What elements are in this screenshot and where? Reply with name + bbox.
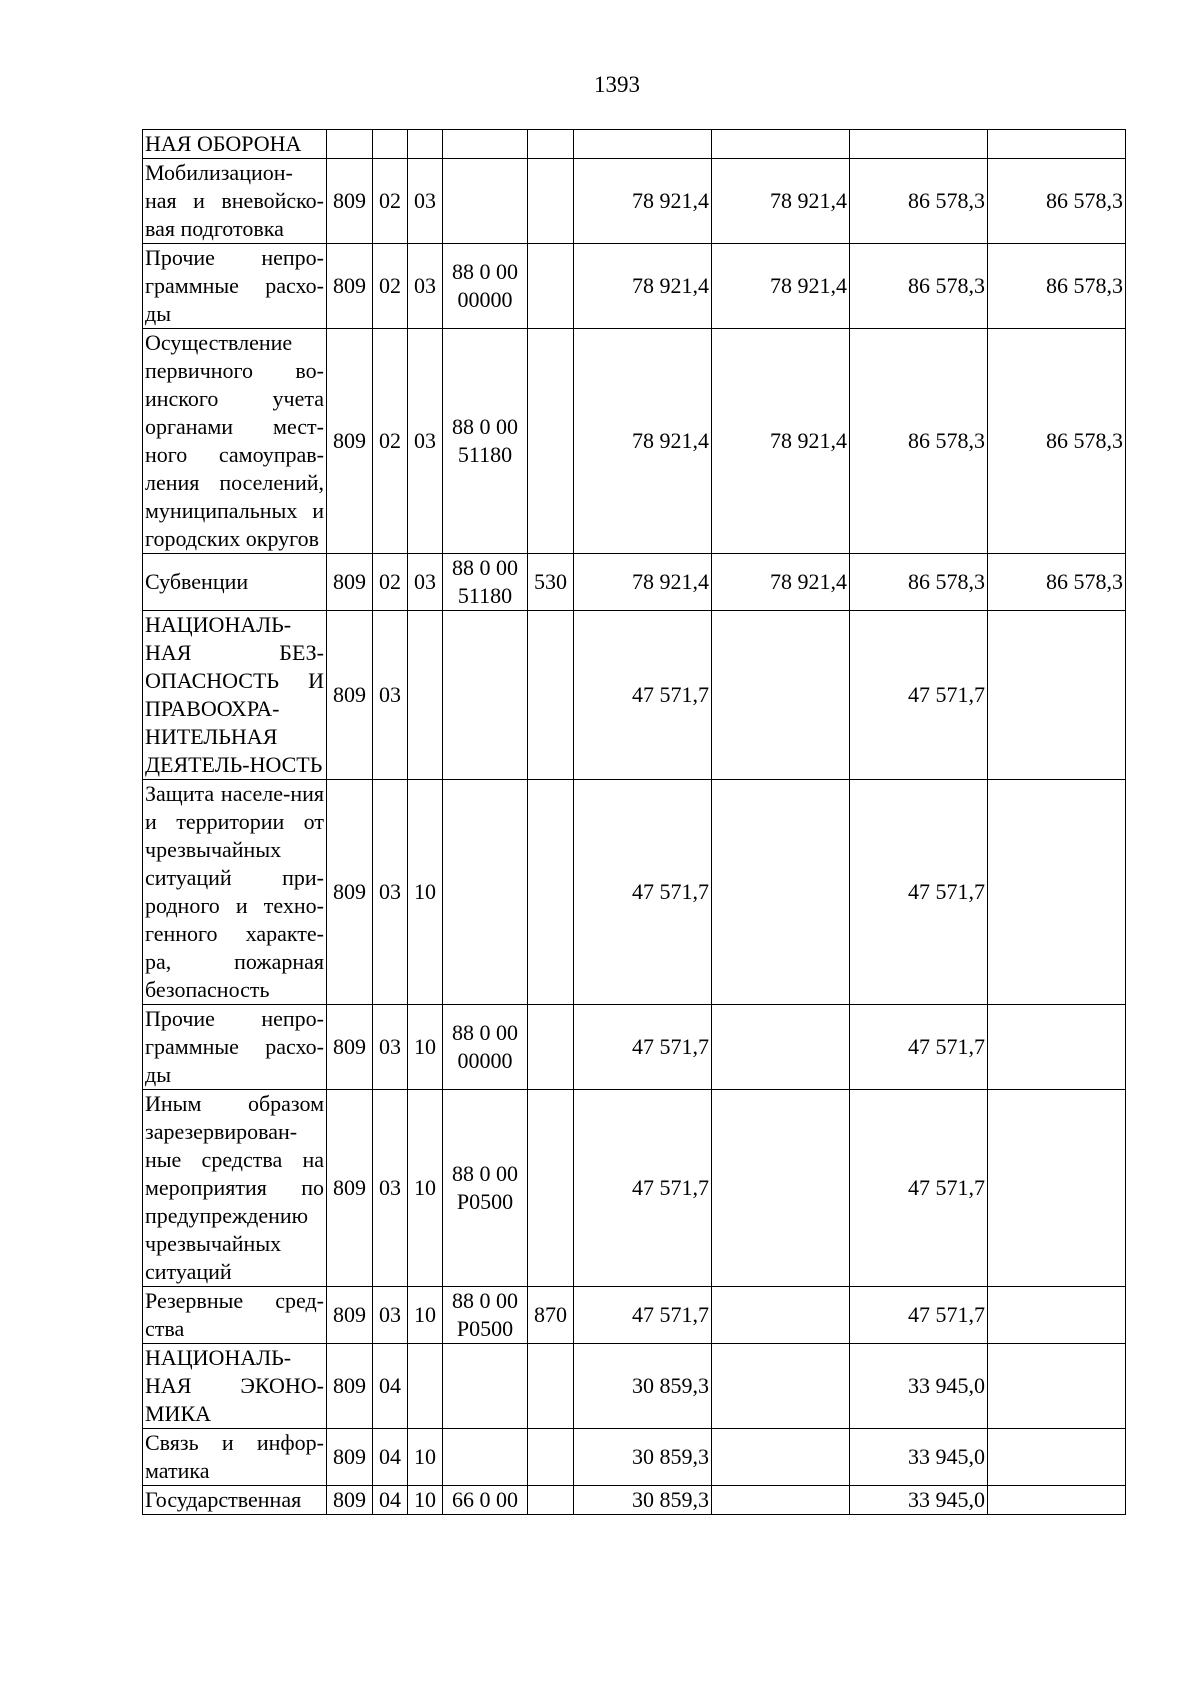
- table-row: [143, 1429, 1126, 1486]
- expense-type-code: 870: [528, 1287, 574, 1344]
- amount-4: [988, 780, 1126, 1005]
- expense-type-code: [528, 780, 574, 1005]
- subsection-code: 03: [408, 244, 443, 329]
- amount-1: 47 571,7: [574, 780, 712, 1005]
- amount-1: 30 859,3: [574, 1429, 712, 1486]
- target-article-code: [443, 1344, 528, 1429]
- amount-4: 86 578,3: [988, 329, 1126, 554]
- subsection-code: 10: [408, 1005, 443, 1090]
- target-article-code: [443, 1090, 528, 1287]
- row-name: НАЦИОНАЛЬ-НАЯ ЭКОНО-МИКА: [143, 1344, 327, 1429]
- ved-code: 809: [327, 159, 373, 244]
- amount-3: 47 571,7: [850, 1005, 988, 1090]
- amount-4: [988, 1429, 1126, 1486]
- amount-1: 78 921,4: [574, 554, 712, 611]
- ved-code: 809: [327, 1090, 373, 1287]
- target-article-line-1: 88 0 00: [452, 414, 518, 439]
- target-article-line-1: 88 0 00: [452, 259, 518, 284]
- ved-code: 809: [327, 554, 373, 611]
- target-article-line-2: Р0500: [456, 1189, 514, 1214]
- target-article-line-2: Р0500: [456, 1316, 514, 1341]
- table-row: [143, 1090, 1126, 1287]
- target-article-code: [443, 611, 528, 780]
- target-article-code: [443, 554, 528, 611]
- amount-2: 78 921,4: [712, 244, 850, 329]
- ved-code: 809: [327, 329, 373, 554]
- section-code: 04: [373, 1429, 408, 1486]
- target-article-line-1: 88 0 00: [452, 555, 518, 580]
- target-article-line-2: 51180: [457, 583, 513, 608]
- row-name: НАЦИОНАЛЬ-НАЯ БЕЗ-ОПАСНОСТЬ И ПРАВООХРА-НИТЕЛЬНАЯ ДЕЯТЕЛЬ-НОСТЬ: [143, 611, 327, 780]
- target-article-code: [443, 130, 528, 159]
- target-article-line-2: 00000: [457, 287, 513, 312]
- expense-type-code: 530: [528, 554, 574, 611]
- amount-2: [712, 1005, 850, 1090]
- budget-table: [142, 129, 1126, 1515]
- amount-3: 86 578,3: [850, 244, 988, 329]
- amount-1: 78 921,4: [574, 244, 712, 329]
- table-row: [143, 329, 1126, 554]
- amount-3: 47 571,7: [850, 611, 988, 780]
- amount-3: 86 578,3: [850, 329, 988, 554]
- section-code: [373, 130, 408, 159]
- target-article-code: [443, 329, 528, 554]
- subsection-code: [408, 130, 443, 159]
- table-row: [143, 554, 1126, 611]
- row-name: Прочие непро-граммные расхо-ды: [143, 1005, 327, 1090]
- amount-1: 30 859,3: [574, 1486, 712, 1515]
- section-code: 04: [373, 1486, 408, 1515]
- target-article-code: [443, 1005, 528, 1090]
- expense-type-code: [528, 1486, 574, 1515]
- table-row: [143, 244, 1126, 329]
- target-article-code: [443, 780, 528, 1005]
- amount-4: 86 578,3: [988, 554, 1126, 611]
- amount-3: 47 571,7: [850, 1090, 988, 1287]
- target-article-line-1: 88 0 00: [452, 1288, 518, 1313]
- target-article-code: [443, 1429, 528, 1486]
- row-name: Государственная: [143, 1486, 327, 1515]
- amount-1: 47 571,7: [574, 1090, 712, 1287]
- section-code: 03: [373, 1005, 408, 1090]
- row-name: Связь и инфор-матика: [143, 1429, 327, 1486]
- amount-3: [850, 130, 988, 159]
- ved-code: 809: [327, 780, 373, 1005]
- section-code: 03: [373, 1287, 408, 1344]
- table-row: [143, 1005, 1126, 1090]
- expense-type-code: [528, 130, 574, 159]
- ved-code: 809: [327, 1429, 373, 1486]
- amount-2: [712, 780, 850, 1005]
- row-name: Прочие непро-граммные расхо-ды: [143, 244, 327, 329]
- amount-3: 33 945,0: [850, 1344, 988, 1429]
- row-name: Субвенции: [143, 554, 327, 611]
- ved-code: 809: [327, 1486, 373, 1515]
- amount-2: [712, 1429, 850, 1486]
- target-article-line-1: 66 0 00: [452, 1487, 518, 1512]
- target-article-line-2: 00000: [457, 1048, 513, 1073]
- row-name: Защита населе-ния и территории от чрезвычайных ситуаций при-родного и техно-генного характе-ра, пожарная безопасность: [143, 780, 327, 1005]
- target-article-line-1: 88 0 00: [452, 1161, 518, 1186]
- ved-code: 809: [327, 244, 373, 329]
- section-code: 03: [373, 611, 408, 780]
- target-article-line-1: 88 0 00: [452, 1020, 518, 1045]
- subsection-code: 03: [408, 554, 443, 611]
- expense-type-code: [528, 244, 574, 329]
- amount-1: 47 571,7: [574, 1005, 712, 1090]
- amount-4: [988, 611, 1126, 780]
- amount-2: [712, 611, 850, 780]
- amount-3: 33 945,0: [850, 1486, 988, 1515]
- amount-1: 78 921,4: [574, 329, 712, 554]
- amount-2: [712, 1344, 850, 1429]
- target-article-code: [443, 1287, 528, 1344]
- row-name: Осуществление первичного во-инского учета органами мест-ного самоуправ-ления поселений, муниципальных и городских округов: [143, 329, 327, 554]
- amount-4: [988, 1344, 1126, 1429]
- ved-code: 809: [327, 1344, 373, 1429]
- amount-2: [712, 1486, 850, 1515]
- subsection-code: [408, 1344, 443, 1429]
- section-code: 03: [373, 1090, 408, 1287]
- table-row: [143, 611, 1126, 780]
- subsection-code: [408, 611, 443, 780]
- table-row: [143, 1287, 1126, 1344]
- section-code: 04: [373, 1344, 408, 1429]
- amount-4: [988, 1486, 1126, 1515]
- amount-1: [574, 130, 712, 159]
- target-article-code: [443, 1486, 528, 1515]
- table-row: [143, 780, 1126, 1005]
- expense-type-code: [528, 329, 574, 554]
- expense-type-code: [528, 1429, 574, 1486]
- amount-4: [988, 1005, 1126, 1090]
- section-code: 03: [373, 780, 408, 1005]
- amount-3: 86 578,3: [850, 554, 988, 611]
- table-row: [143, 159, 1126, 244]
- section-code: 02: [373, 244, 408, 329]
- amount-2: 78 921,4: [712, 554, 850, 611]
- expense-type-code: [528, 1090, 574, 1287]
- subsection-code: 10: [408, 1090, 443, 1287]
- target-article-code: [443, 244, 528, 329]
- row-name: Резервные сред-ства: [143, 1287, 327, 1344]
- amount-3: 47 571,7: [850, 780, 988, 1005]
- ved-code: [327, 130, 373, 159]
- amount-3: 33 945,0: [850, 1429, 988, 1486]
- section-code: 02: [373, 159, 408, 244]
- expense-type-code: [528, 611, 574, 780]
- expense-type-code: [528, 1344, 574, 1429]
- amount-4: 86 578,3: [988, 244, 1126, 329]
- amount-2: 78 921,4: [712, 329, 850, 554]
- row-name: Иным образом зарезервирован-ные средства на мероприятия по предупреждению чрезвычайных ситуаций: [143, 1090, 327, 1287]
- amount-4: [988, 1090, 1126, 1287]
- amount-2: [712, 130, 850, 159]
- amount-1: 30 859,3: [574, 1344, 712, 1429]
- ved-code: 809: [327, 1005, 373, 1090]
- amount-1: 47 571,7: [574, 1287, 712, 1344]
- target-article-code: [443, 159, 528, 244]
- expense-type-code: [528, 159, 574, 244]
- target-article-line-2: 51180: [457, 442, 513, 467]
- table-row: [143, 130, 1126, 159]
- subsection-code: 10: [408, 780, 443, 1005]
- section-code: 02: [373, 329, 408, 554]
- subsection-code: 03: [408, 159, 443, 244]
- subsection-code: 10: [408, 1287, 443, 1344]
- table-row: [143, 1486, 1126, 1515]
- amount-4: 86 578,3: [988, 159, 1126, 244]
- amount-2: [712, 1287, 850, 1344]
- ved-code: 809: [327, 1287, 373, 1344]
- amount-1: 47 571,7: [574, 611, 712, 780]
- amount-4: [988, 1287, 1126, 1344]
- subsection-code: 10: [408, 1486, 443, 1515]
- expense-type-code: [528, 1005, 574, 1090]
- amount-2: 78 921,4: [712, 159, 850, 244]
- subsection-code: 10: [408, 1429, 443, 1486]
- table-row: [143, 1344, 1126, 1429]
- page-number: 1393: [594, 72, 640, 97]
- amount-3: 86 578,3: [850, 159, 988, 244]
- amount-2: [712, 1090, 850, 1287]
- subsection-code: 03: [408, 329, 443, 554]
- row-name: НАЯ ОБОРОНА: [143, 130, 327, 159]
- section-code: 02: [373, 554, 408, 611]
- amount-1: 78 921,4: [574, 159, 712, 244]
- amount-3: 47 571,7: [850, 1287, 988, 1344]
- row-name: Мобилизацион-ная и вневойско-вая подготовка: [143, 159, 327, 244]
- amount-4: [988, 130, 1126, 159]
- ved-code: 809: [327, 611, 373, 780]
